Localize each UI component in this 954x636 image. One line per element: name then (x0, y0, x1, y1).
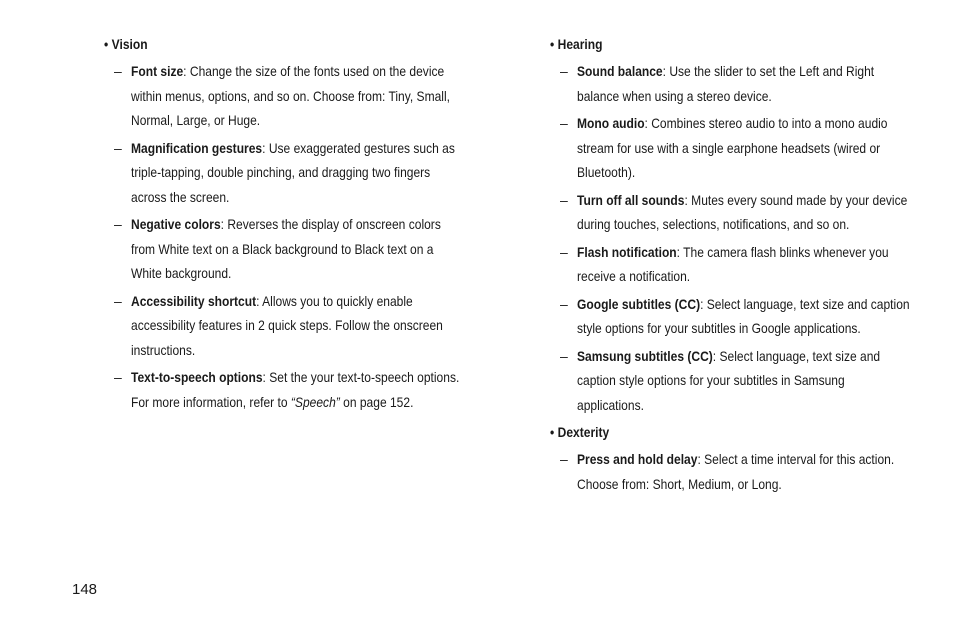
speech-cross-reference-link[interactable]: “Speech” (290, 393, 340, 410)
item-description: : Select language, text size and caption style options for your subtitles in Samsung applications. (577, 347, 881, 413)
item-term: Flash notification (577, 243, 677, 260)
list-item-google-subtitles (550, 292, 914, 341)
dash-marker: – (114, 139, 122, 156)
dash-marker: – (114, 369, 122, 385)
item-description-end: on page 152. (339, 393, 414, 410)
dash-marker: – (560, 191, 568, 208)
item-description: : Allows you to quickly enable accessibility features in 2 quick steps. Follow the onscreen instructions. (131, 292, 443, 358)
list-item-accessibility-shortcut (104, 289, 464, 363)
item-description: : Reverses the display of onscreen colors from White text on a Black background to Black text on a White background. (131, 216, 441, 281)
item-term: Accessibility shortcut (131, 292, 257, 309)
item-description: : Change the size of the fonts used on the device within menus, options, and so on. Choose from: Tiny, Small, Normal, Large, or Huge. (131, 63, 450, 128)
dash-marker: – (560, 115, 568, 131)
item-description: : Mutes every sound made by your device during touches, selections, notifications, and so on. (577, 191, 908, 232)
list-item-negative-colors (104, 212, 464, 286)
dash-marker: – (560, 347, 568, 364)
item-description: : The camera flash blinks whenever you receive a notification. (577, 243, 889, 284)
list-item-sound-balance (550, 59, 914, 108)
section-heading-hearing: • Hearing (550, 36, 603, 52)
dash-marker: – (114, 292, 122, 309)
item-description: : Combines stereo audio to into a mono audio stream for use with a single earphone headsets (wired or Bluetooth). (577, 115, 888, 180)
list-item-samsung-subtitles (550, 344, 914, 418)
item-description: : Select language, text size and caption style options for your subtitles in Google applications. (577, 295, 910, 336)
item-term: Samsung subtitles (CC) (577, 347, 713, 364)
item-term: Turn off all sounds (577, 191, 685, 208)
item-description: : Set the your text-to-speech options. For more information, refer to (131, 369, 460, 410)
item-term: Magnification gestures (131, 139, 263, 156)
section-heading-vision: • Vision (104, 36, 148, 52)
item-term: Font size (131, 63, 184, 79)
item-term: Press and hold delay (577, 451, 698, 467)
list-item-press-and-hold-delay (550, 447, 914, 496)
item-description: : Use the slider to set the Left and Right balance when using a stereo device. (577, 63, 875, 104)
item-term: Text-to-speech options (131, 369, 263, 385)
list-item-turn-off-all-sounds (550, 188, 914, 237)
item-term: Negative colors (131, 216, 221, 232)
list-item-font-size (104, 59, 464, 133)
dash-marker: – (560, 243, 568, 260)
left-column (104, 32, 464, 414)
item-term: Mono audio (577, 115, 645, 131)
list-item-text-to-speech-options (104, 365, 464, 414)
list-item-magnification-gestures (104, 136, 464, 210)
dash-marker: – (114, 63, 122, 79)
section-heading-dexterity: • Dexterity (550, 424, 610, 440)
item-term: Sound balance (577, 63, 663, 79)
page-number: 148 (72, 581, 98, 598)
item-term: Google subtitles (CC) (577, 295, 701, 312)
item-description: : Select a time interval for this action. Choose from: Short, Medium, or Long. (577, 451, 895, 492)
dash-marker: – (560, 451, 568, 467)
dash-marker: – (560, 63, 568, 79)
list-item-flash-notification (550, 240, 914, 289)
item-description: : Use exaggerated gestures such as triple-tapping, double pinching, and dragging two fingers across the screen. (131, 139, 455, 205)
list-item-mono-audio (550, 111, 914, 185)
dash-marker: – (114, 216, 122, 232)
right-column (550, 32, 914, 496)
dash-marker: – (560, 295, 568, 312)
